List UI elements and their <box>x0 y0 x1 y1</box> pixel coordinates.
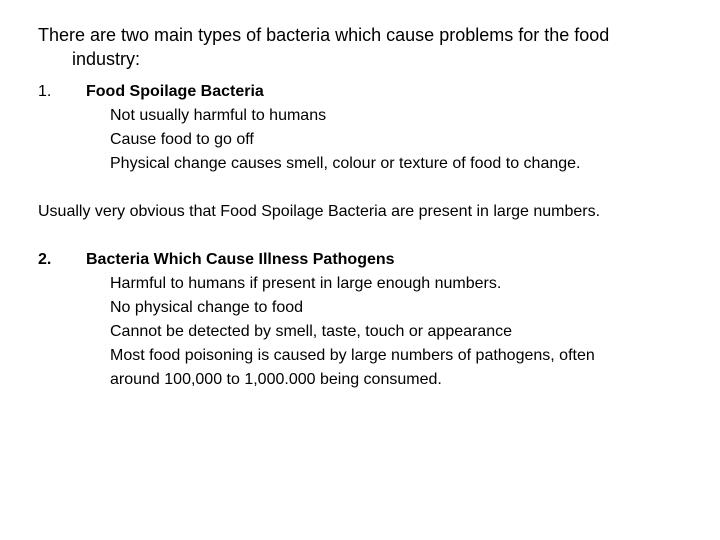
list-item: Not usually harmful to humans <box>110 107 327 124</box>
intro-line-2: industry: <box>72 49 141 69</box>
list-item: Cause food to go off <box>110 131 254 148</box>
list-item: Most food poisoning is caused by large numbers of pathogens, often <box>110 347 595 364</box>
intro-line-1: There are two main types of bacteria which cause problems for the food <box>38 25 610 45</box>
section-points-list <box>110 104 700 176</box>
section-number: 2. <box>38 251 52 268</box>
list-item: around 100,000 to 1,000.000 being consumed. <box>110 371 442 388</box>
section-heading: Food Spoilage Bacteria <box>86 83 264 100</box>
list-item: No physical change to food <box>110 299 304 316</box>
list-item: Harmful to humans if present in large enough numbers. <box>110 275 502 292</box>
section-number: 1. <box>38 83 52 100</box>
spoilage-note: Usually very obvious that Food Spoilage Bacteria are present in large numbers. <box>38 203 601 220</box>
list-item: Cannot be detected by smell, taste, touch or appearance <box>110 323 513 340</box>
intro-paragraph <box>38 23 698 71</box>
section-points-list <box>110 272 700 392</box>
section-heading: Bacteria Which Cause Illness Pathogens <box>86 251 395 268</box>
list-item: Physical change causes smell, colour or texture of food to change. <box>110 155 581 172</box>
